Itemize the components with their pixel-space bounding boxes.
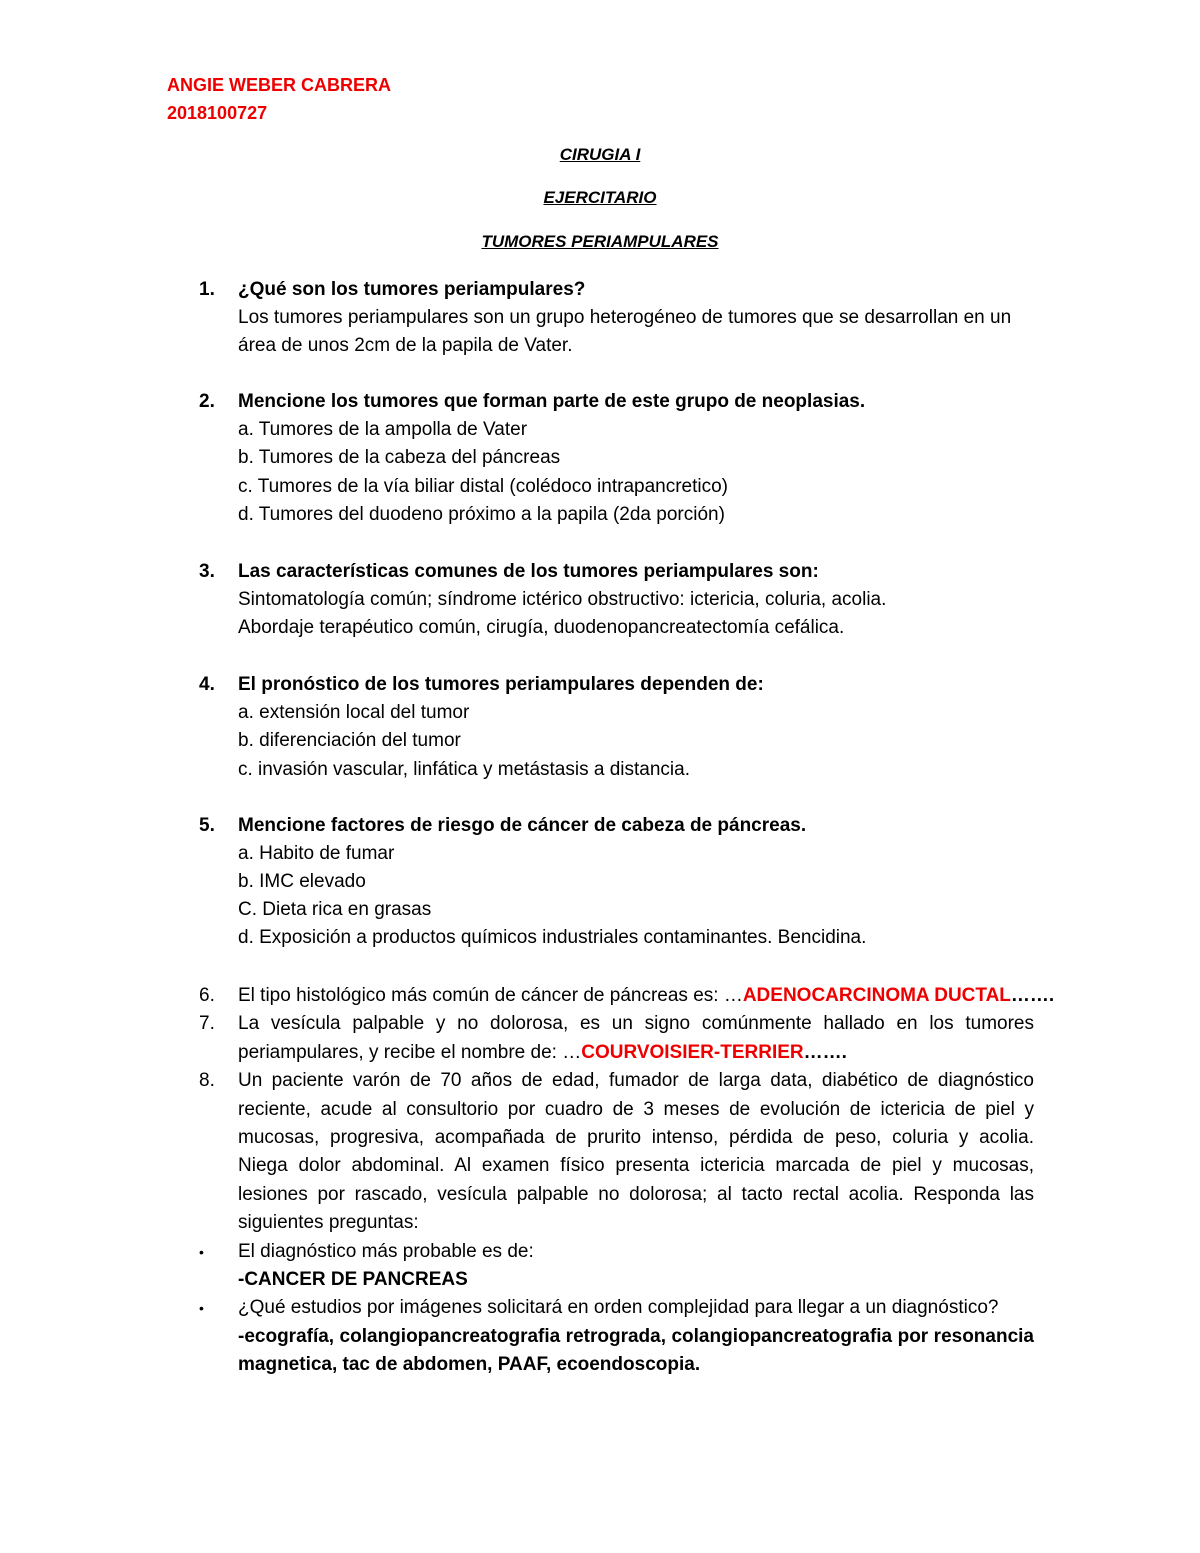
author-name: ANGIE WEBER CABRERA	[167, 75, 392, 95]
answer-suffix: …….	[803, 1042, 847, 1063]
list-item: b. diferenciación del tumor	[238, 730, 461, 751]
list-item: C. Dieta rica en grasas	[238, 899, 432, 920]
question-7	[238, 1039, 847, 1067]
question-number: 4.	[199, 674, 215, 695]
document-type: EJERCITARIO	[543, 188, 657, 207]
answer-highlight: ADENOCARCINOMA DUCTAL	[742, 985, 1011, 1006]
question-1: ¿Qué son los tumores periampulares?	[238, 279, 586, 300]
bullet-icon: •	[199, 1244, 204, 1260]
question-number: 8.	[199, 1070, 215, 1091]
answer-line: Los tumores periampulares son un grupo heterogéneo de tumores que se desarrollan en un	[238, 307, 1012, 328]
case-text-line: Un paciente varón de 70 años de edad, fumador de larga data, diabético de diagnóstico	[238, 1070, 1034, 1091]
list-item: c. Tumores de la vía biliar distal (colédoco intrapancretico)	[238, 476, 729, 497]
sub-question: El diagnóstico más probable es de:	[238, 1241, 534, 1262]
case-text-line: siguientes preguntas:	[238, 1212, 419, 1233]
question-number: 3.	[199, 561, 215, 582]
sub-question: ¿Qué estudios por imágenes solicitará en orden complejidad para llegar a un diagnóstico?	[238, 1297, 999, 1318]
sub-answer: -CANCER DE PANCREAS	[238, 1269, 468, 1290]
question-number: 1.	[199, 279, 215, 300]
question-2: Mencione los tumores que forman parte de este grupo de neoplasias.	[238, 391, 866, 412]
answer-highlight: COURVOISIER-TERRIER	[581, 1042, 804, 1063]
question-text: El tipo histológico más común de cáncer de páncreas es: …	[238, 985, 743, 1006]
question-6	[238, 982, 1054, 1010]
question-5: Mencione factores de riesgo de cáncer de cabeza de páncreas.	[238, 815, 807, 836]
list-item: b. Tumores de la cabeza del páncreas	[238, 447, 561, 468]
question-text: periampulares, y recibe el nombre de: …	[238, 1042, 582, 1063]
course-title: CIRUGIA I	[559, 145, 641, 164]
sub-answer: -ecografía, colangiopancreatografia retrograda, colangiopancreatografia por resonancia	[238, 1326, 1034, 1347]
student-code: 2018100727	[167, 103, 268, 123]
case-text-line: lesiones por rascado, vesícula palpable no dolorosa; al tacto rectal acolia. Responda las	[238, 1184, 1034, 1205]
answer-suffix: …….	[1010, 985, 1055, 1006]
bullet-icon: •	[199, 1300, 204, 1316]
case-text-line: Niega dolor abdominal. Al examen físico presenta ictericia marcada de piel y mucosas,	[238, 1155, 1034, 1176]
topic-title: TUMORES PERIAMPULARES	[481, 232, 719, 251]
question-number: 2.	[199, 391, 215, 412]
answer-line: área de unos 2cm de la papila de Vater.	[238, 335, 573, 356]
list-item: a. extensión local del tumor	[238, 702, 470, 723]
list-item: c. invasión vascular, linfática y metástasis a distancia.	[238, 759, 690, 780]
question-3: Las características comunes de los tumores periampulares son:	[238, 561, 819, 582]
list-item: a. Tumores de la ampolla de Vater	[238, 419, 528, 440]
answer-line: Abordaje terapéutico común, cirugía, duodenopancreatectomía cefálica.	[238, 617, 845, 638]
case-text-line: mucosas, progresiva, acompañada de prurito intenso, pérdida de peso, coluria y acolia.	[238, 1127, 1034, 1148]
list-item: a. Habito de fumar	[238, 843, 395, 864]
list-item: d. Tumores del duodeno próximo a la papila (2da porción)	[238, 504, 725, 525]
list-item: b. IMC elevado	[238, 871, 366, 892]
answer-line: Sintomatología común; síndrome ictérico obstructivo: ictericia, coluria, acolia.	[238, 589, 887, 610]
question-4: El pronóstico de los tumores periampulares dependen de:	[238, 674, 764, 695]
question-text: La vesícula palpable y no dolorosa, es un signo comúnmente hallado en los tumores	[238, 1013, 1034, 1034]
question-number: 7.	[199, 1013, 215, 1034]
question-number: 6.	[199, 985, 215, 1006]
sub-answer: magnetica, tac de abdomen, PAAF, ecoendoscopia.	[238, 1354, 701, 1375]
list-item: d. Exposición a productos químicos industriales contaminantes. Bencidina.	[238, 927, 867, 948]
question-number: 5.	[199, 815, 215, 836]
case-text-line: reciente, acude al consultorio por cuadro de 3 meses de evolución de ictericia de piel y	[238, 1099, 1034, 1120]
